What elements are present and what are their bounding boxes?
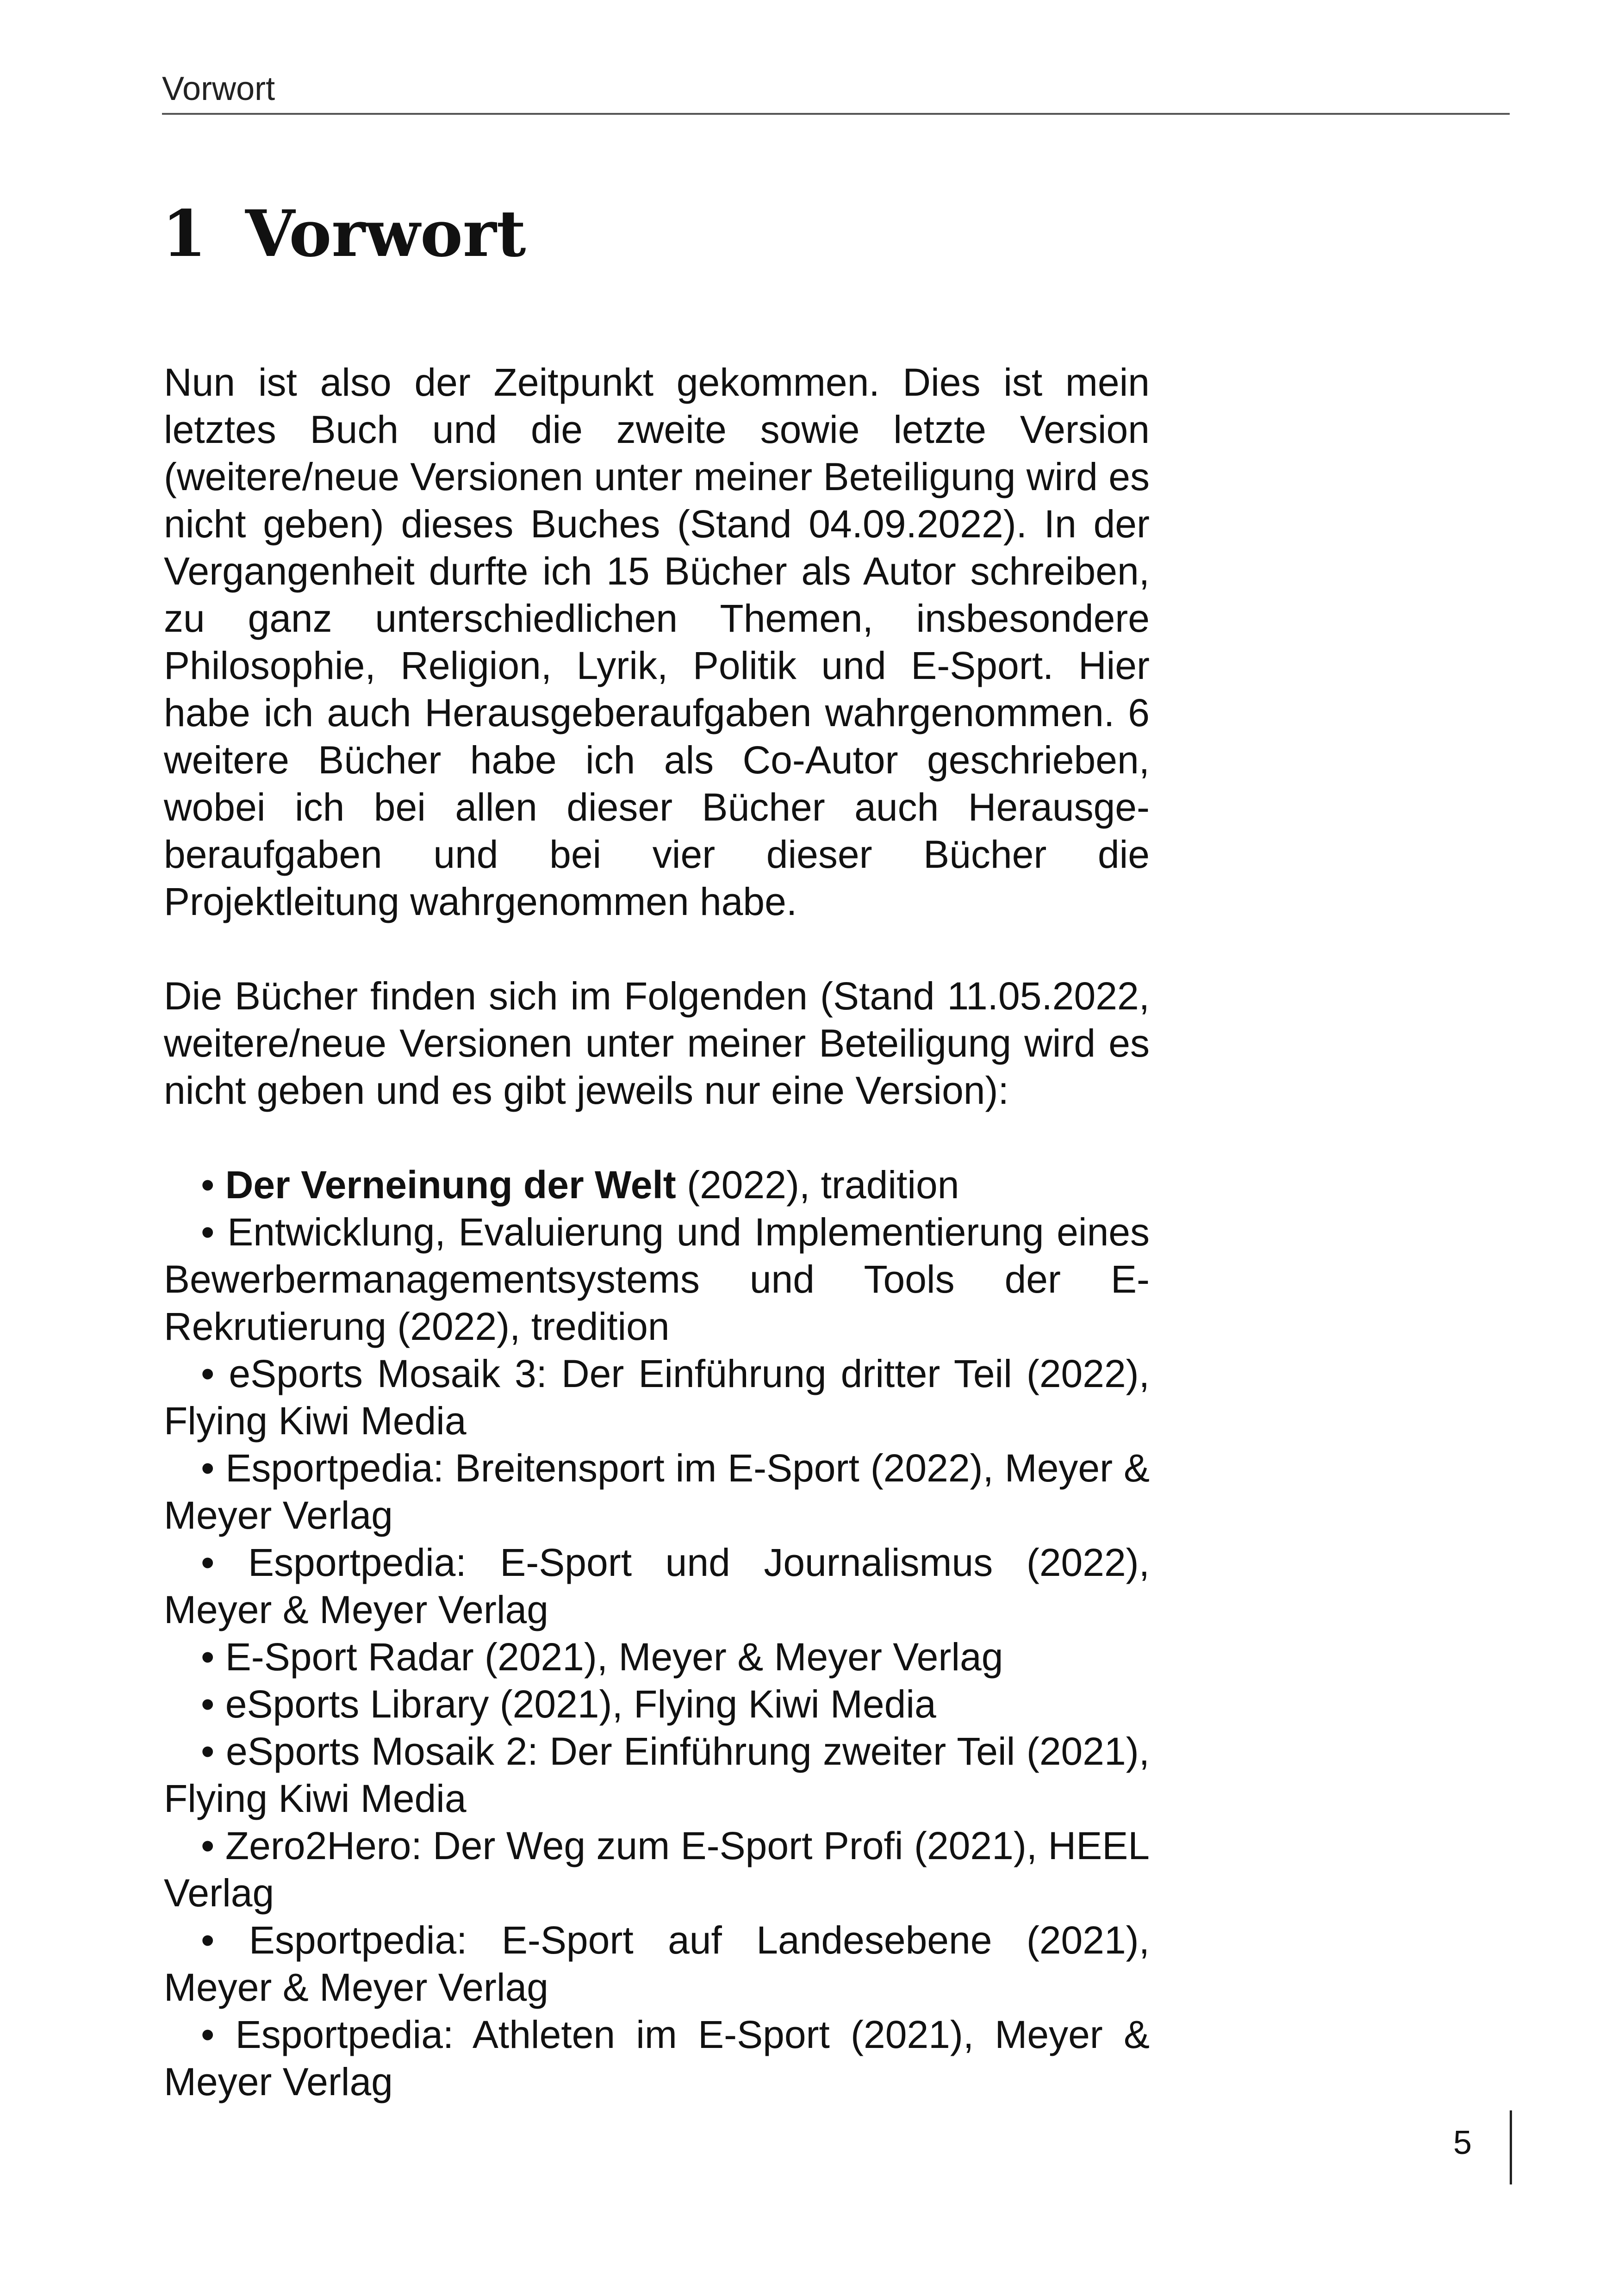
bullet-icon: • xyxy=(201,1541,215,1584)
chapter-heading xyxy=(162,194,526,273)
book-entry: Esportpedia: Breitensport im E-Sport (2022), Meyer & Meyer Verlag xyxy=(164,1446,1150,1537)
book-entry: Zero2Hero: Der Weg zum E-Sport Profi (2021), HEEL Verlag xyxy=(164,1824,1150,1915)
running-header-title: Vorwort xyxy=(162,70,275,107)
bullet-icon: • xyxy=(201,1446,215,1490)
page-number: 5 xyxy=(1453,2124,1472,2161)
book-entry: Esportpedia: Athleten im E-Sport (2021), Meyer & Meyer Verlag xyxy=(164,2013,1150,2103)
bullet-icon: • xyxy=(201,1824,215,1867)
book-list-item xyxy=(164,1916,1150,2011)
bullet-icon: • xyxy=(201,1682,215,1726)
bullet-icon: • xyxy=(201,1635,215,1679)
book-entry: eSports Library (2021), Flying Kiwi Media xyxy=(225,1682,936,1726)
book-list-item xyxy=(164,1822,1150,1916)
book-list-item xyxy=(164,1350,1150,1444)
running-header xyxy=(162,68,1510,115)
book-list-item xyxy=(164,1728,1150,1822)
book-list-item xyxy=(164,2011,1150,2105)
book-list-item xyxy=(164,1208,1150,1350)
book-entry: E-Sport Radar (2021), Meyer & Meyer Verlag xyxy=(225,1635,1003,1679)
bullet-icon: • xyxy=(201,1163,215,1207)
book-entry: eSports Mosaik 3: Der Einführung dritter Teil (2022), Flying Kiwi Media xyxy=(164,1352,1150,1443)
book-list-item xyxy=(164,1161,1150,1208)
bullet-icon: • xyxy=(201,1730,215,1773)
bullet-icon: • xyxy=(201,1352,215,1395)
bullet-icon: • xyxy=(201,1918,215,1962)
book-list xyxy=(164,1161,1150,2105)
book-details: (2022), tradition xyxy=(676,1163,959,1207)
chapter-title: Vorwort xyxy=(245,196,526,271)
book-list-item xyxy=(164,1680,1150,1728)
bullet-icon: • xyxy=(201,1210,215,1254)
book-list-item xyxy=(164,1633,1150,1680)
book-entry: eSports Mosaik 2: Der Einführung zweiter Teil (2021), Flying Kiwi Media xyxy=(164,1730,1150,1820)
book-entry: Esportpedia: E-Sport und Journalismus (2022), Meyer & Meyer Verlag xyxy=(164,1541,1150,1631)
list-intro-paragraph: Die Bücher finden sich im Folgenden (Stand 11.05.2022, weitere/neue Versionen unter meiner Beteiligung wird es nicht geben und es gibt jeweils nur eine Version): xyxy=(164,974,1150,1112)
book-list-item xyxy=(164,1444,1150,1539)
book-title-bold: Der Verneinung der Welt xyxy=(225,1163,676,1207)
book-list-item xyxy=(164,1539,1150,1633)
page-number-rule xyxy=(1510,2110,1512,2184)
book-entry: Entwicklung, Evaluierung und Implementierung eines Bewerbermanagementsystems und Tools der E-Rekrutierung (2022), tredition xyxy=(164,1210,1150,1348)
intro-paragraph: Nun ist also der Zeitpunkt gekommen. Dies ist mein letztes Buch und die zweite sowie letzte Version (weitere/neue Versionen unter meiner Beteiligung wird es nicht geben) dieses Buches (Stand 04.09.2022). In der Vergangenheit durfte ich 15 Bücher als Autor schreiben, zu ganz unterschiedlichen Themen, insbesondere Philosophie, Religion, Lyrik, Politik und E-Sport. Hier habe ich auch Herausgeberaufgaben wahrgenommen. 6 weitere Bücher habe ich als Co-Autor geschrieben, wobei ich bei allen dieser Bücher auch Herausgeberaufgaben und bei vier dieser Bücher die Projektleitung wahrgenommen habe. xyxy=(164,361,1150,923)
body-text xyxy=(164,359,1150,2105)
book-entry: Esportpedia: E-Sport auf Landesebene (2021), Meyer & Meyer Verlag xyxy=(164,1918,1150,2009)
chapter-number: 1 xyxy=(162,196,207,271)
bullet-icon: • xyxy=(201,2013,215,2056)
